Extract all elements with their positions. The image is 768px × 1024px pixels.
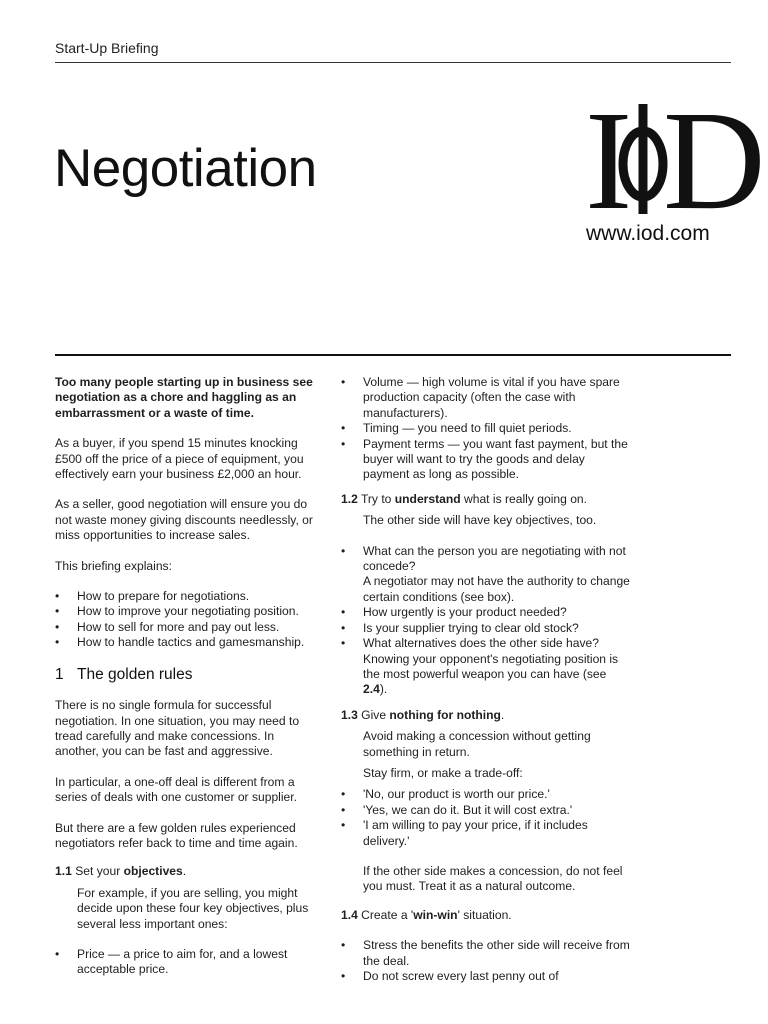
rule-text: Try to: [357, 491, 395, 506]
rule-1-1-text: For example, if you are selling, you might decide upon these four key objectives, plus several less important ones:: [77, 885, 309, 931]
list-item: • How urgently is your product needed?: [341, 605, 631, 620]
rule-1-4-heading: [341, 908, 631, 923]
list-item-text: What alternatives does the other side have?: [363, 636, 599, 651]
rule-text: Create a ': [357, 907, 414, 922]
list-item: • Price — a price to aim for, and a lowest acceptable price.: [55, 947, 320, 978]
rule-keyword: nothing for nothing: [389, 707, 501, 722]
list-item: • 'No, our product is worth our price.': [341, 787, 631, 802]
right-column: [341, 375, 631, 984]
intro-paragraph: Too many people starting up in business see negotiation as a chore and haggling as an embarrassment or a waste of time.: [55, 375, 313, 420]
list-item-note: Knowing your opponent's negotiating position is the most powerful weapon you can have (see: [363, 651, 619, 681]
svg-text:I: I: [585, 81, 633, 239]
rule-text: .: [500, 707, 505, 722]
rule-1-3-text: Avoid making a concession without getting something in return.: [363, 729, 591, 759]
rule-text: Set your: [75, 864, 124, 879]
experienced-paragraph: But there are a few golden rules experienced negotiators refer back to time and time again.: [55, 820, 298, 850]
section-heading: [55, 667, 320, 682]
rule-1-2-text: The other side will have key objectives, too.: [363, 513, 597, 528]
list-item: • How to improve your negotiating position.: [55, 604, 320, 619]
explains-list: [55, 589, 320, 651]
website-url[interactable]: www.iod.com: [586, 222, 710, 245]
rule-text: .: [182, 864, 187, 879]
list-item: [341, 636, 631, 698]
rule-keyword: understand: [394, 491, 461, 506]
buyer-paragraph: As a buyer, if you spend 15 minutes knocking £500 off the price of a piece of equipment, you effectively earn your business £2,000 an hour.: [55, 436, 304, 482]
cross-reference: 2.4: [363, 682, 380, 697]
header-divider: [55, 62, 731, 63]
list-item: • 'Yes, we can do it. But it will cost extra.': [341, 803, 631, 818]
list-item-note: ).: [379, 682, 388, 697]
one-off-paragraph: In particular, a one-off deal is different from a series of deals with one customer or supplier.: [55, 774, 297, 805]
list-item: • How to prepare for negotiations.: [55, 589, 320, 604]
list-item: • How to handle tactics and gamesmanship.: [55, 635, 320, 650]
rule-number: 1.2: [341, 491, 358, 506]
seller-paragraph: As a seller, good negotiation will ensure you do not waste money giving discounts needlessly, or miss opportunities to increase sales.: [55, 497, 313, 543]
list-item: • 'I am willing to pay your price, if it includes delivery.': [341, 818, 631, 849]
rule-1-3-text-3: If the other side makes a concession, do not feel you must. Treat it as a natural outcome.: [363, 863, 623, 894]
rule-number: 1.3: [341, 707, 358, 722]
list-item: • How to sell for more and pay out less.: [55, 620, 320, 635]
list-item-text: What can the person you are negotiating with not concede?: [363, 543, 626, 574]
win-win-list: [341, 938, 631, 984]
rule-1-2-heading: [341, 492, 631, 507]
list-item: • Volume — high volume is vital if you have spare production capacity (often the case with manufacturers).: [341, 375, 631, 421]
objectives-list: [55, 947, 320, 978]
list-item: • Do not screw every last penny out of: [341, 969, 631, 984]
list-item-note: A negotiator may not have the authority to change certain conditions (see box).: [363, 574, 630, 604]
explains-lead: This briefing explains:: [55, 558, 172, 573]
rule-1-1-heading: [55, 864, 320, 879]
list-item: • Stress the benefits the other side will receive from the deal.: [341, 938, 631, 969]
left-column: [55, 375, 320, 978]
list-item: [341, 544, 631, 606]
rule-text: what is really going on.: [460, 491, 588, 506]
rule-1-3-heading: [341, 708, 631, 723]
list-item: • Is your supplier trying to clear old stock?: [341, 621, 631, 636]
briefing-header: Start-Up Briefing: [55, 40, 159, 56]
objectives-list-continued: [341, 375, 631, 483]
rule-number: 1.4: [341, 907, 358, 922]
page-title: Negotiation: [54, 139, 317, 198]
rule-1-3-text-2: Stay firm, or make a trade-off:: [363, 765, 523, 780]
rule-keyword: win-win: [413, 907, 458, 922]
rule-keyword: objectives: [123, 864, 183, 879]
rule-text: ' situation.: [457, 907, 512, 922]
golden-rules-paragraph: There is no single formula for successful negotiation. In one situation, you may need to tread carefully and make concessions. In another, you can be fast and aggressive.: [55, 698, 300, 759]
list-item: • Payment terms — you want fast payment, but the buyer will want to try the goods and delay payment as long as possible.: [341, 437, 631, 483]
section-title: The golden rules: [77, 665, 193, 683]
section-divider: [55, 354, 731, 356]
understand-list: [341, 544, 631, 698]
trade-off-list: [341, 787, 631, 849]
list-item: • Timing — you need to fill quiet periods.: [341, 421, 631, 436]
rule-number: 1.1: [55, 864, 72, 879]
svg-text:D: D: [663, 81, 766, 239]
section-number: 1: [55, 665, 64, 683]
rule-text: Give: [357, 707, 390, 722]
